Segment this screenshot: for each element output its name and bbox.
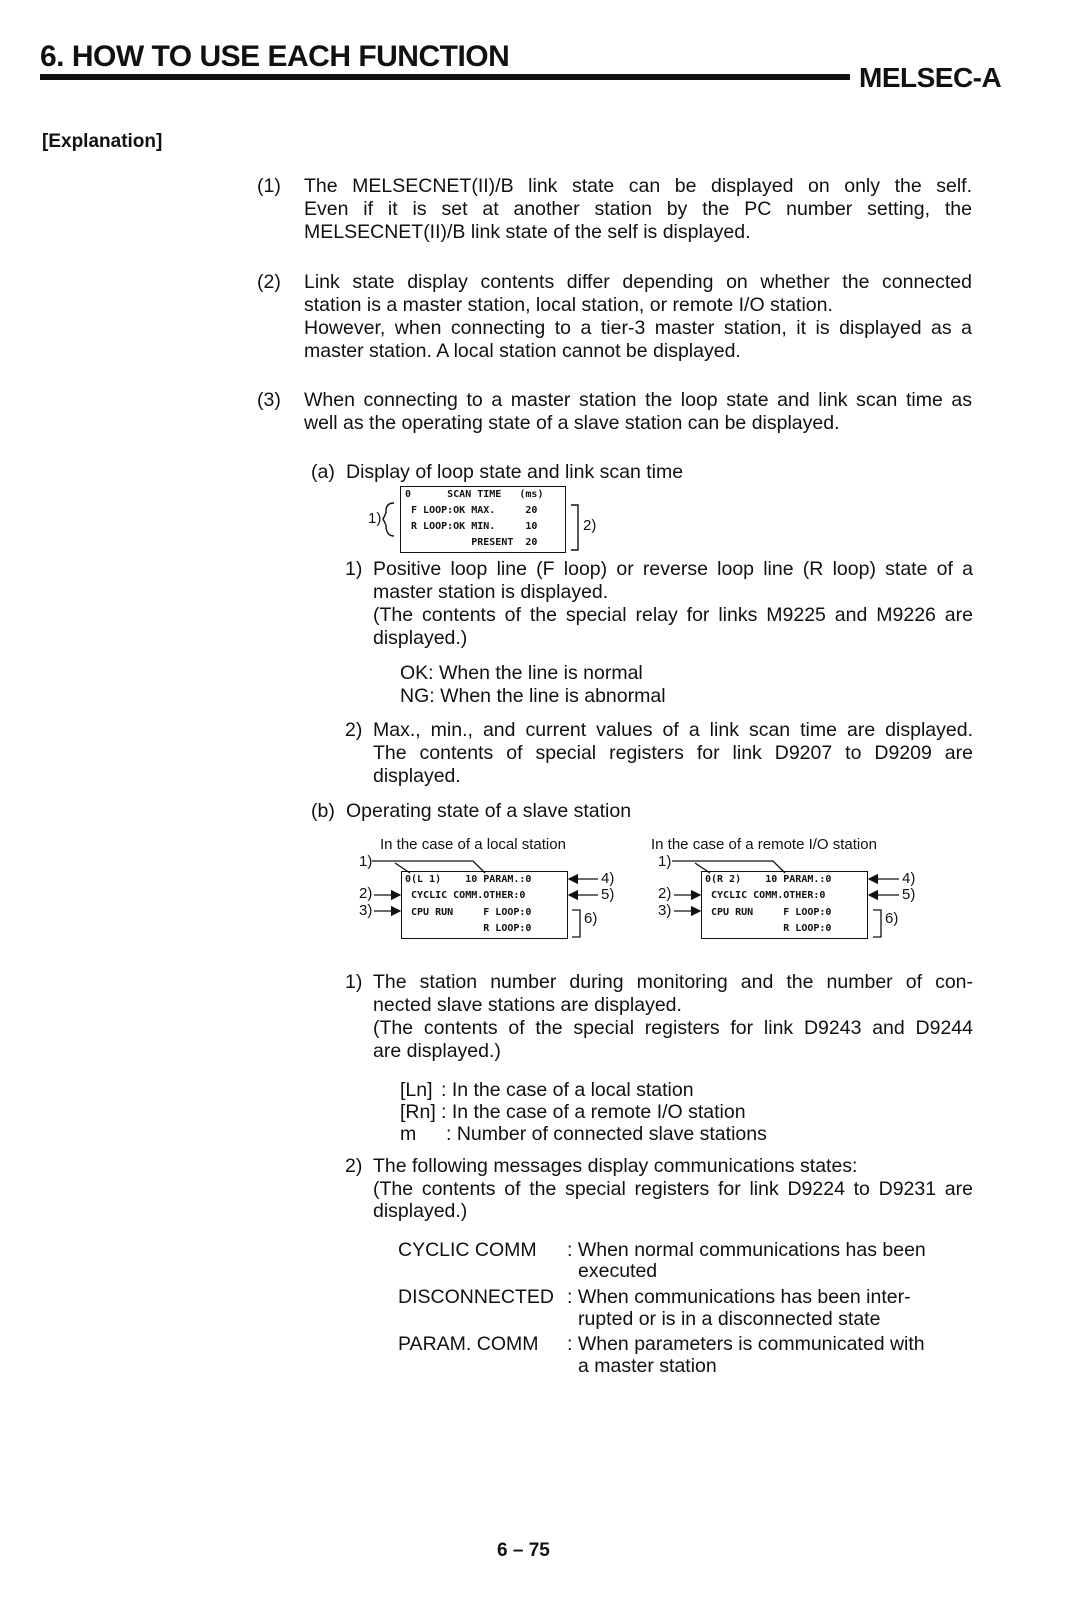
- local-callout-6: 6): [584, 910, 598, 927]
- sub-b-note-1-line-3: (The contents of the special registers for link D9243 and D9244: [373, 1017, 973, 1039]
- item-3-line-1: When connecting to a master station the loop state and link scan time as: [304, 389, 972, 411]
- def-ln-key: [Ln]: [400, 1079, 433, 1101]
- remote-callout-4: 4): [902, 870, 916, 887]
- item-2-line-2: station is a master station, local station, or remote I/O station.: [304, 294, 833, 316]
- local-callout-4: 4): [601, 870, 615, 887]
- local-screen-line-3: CPU RUN F LOOP:0: [405, 907, 532, 918]
- remote-screen-line-1: 0(R 2) 10 PARAM.:0: [705, 874, 832, 885]
- remote-callout-6: 6): [885, 910, 899, 927]
- sub-a-note-1-line-2: master station is displayed.: [373, 581, 609, 603]
- msg-cyclic-desc-2: executed: [578, 1260, 658, 1282]
- item-2-line-4: master station. A local station cannot be displayed.: [304, 340, 741, 362]
- local-callout-3: 3): [359, 902, 373, 919]
- item-1-line-3: MELSECNET(II)/B link state of the self is displayed.: [304, 221, 751, 243]
- msg-param-desc-2: a master station: [578, 1355, 717, 1377]
- sub-a-note-1-line-1: Positive loop line (F loop) or reverse loop line (R loop) state of a: [373, 558, 973, 580]
- callout-a-2: 2): [583, 517, 597, 534]
- local-screen-line-1: 0(L 1) 10 PARAM.:0: [405, 874, 532, 885]
- screen-line-1: 0 SCAN TIME (ms): [405, 489, 544, 500]
- sub-b-note-1-number: 1): [345, 971, 363, 993]
- sub-b-note-1-line-1: The station number during monitoring and the number of con-: [373, 971, 973, 993]
- sub-b-title: Operating state of a slave station: [346, 800, 632, 822]
- local-callout-2: 2): [359, 885, 373, 902]
- sub-a-note-2-line-1: Max., min., and current values of a link scan time are displayed.: [373, 719, 973, 741]
- remote-callout-2: 2): [658, 885, 672, 902]
- screen-line-2: F LOOP:OK MAX. 20: [405, 505, 538, 516]
- sub-b-label: (b): [311, 800, 335, 822]
- item-2-line-3: However, when connecting to a tier-3 master station, it is displayed as a: [304, 317, 972, 339]
- sub-a-note-2-number: 2): [345, 719, 363, 741]
- item-3-line-2: well as the operating state of a slave station can be displayed.: [304, 412, 840, 434]
- msg-disconnected-desc-1: : When communications has been inter-: [567, 1286, 911, 1308]
- remote-screen-line-2: CYCLIC COMM.OTHER:0: [705, 890, 826, 901]
- remote-callout-3: 3): [658, 902, 672, 919]
- item-2-number: (2): [257, 271, 281, 293]
- chapter-title: 6. HOW TO USE EACH FUNCTION: [40, 40, 510, 73]
- sub-b-note-2-line-1: The following messages display communications states:: [373, 1155, 858, 1177]
- def-rn-desc: : In the case of a remote I/O station: [441, 1101, 746, 1123]
- ng-definition: NG: When the line is abnormal: [400, 685, 666, 707]
- screen-line-3: R LOOP:OK MIN. 10: [405, 521, 538, 532]
- ok-definition: OK: When the line is normal: [400, 662, 643, 684]
- screen-line-4: PRESENT 20: [405, 537, 538, 548]
- sub-b-note-1-line-2: nected slave stations are displayed.: [373, 994, 682, 1016]
- callout-a-1: 1): [368, 510, 382, 527]
- sub-a-note-2-line-2: The contents of special registers for link D9207 to D9209 are: [373, 742, 973, 764]
- item-2-line-1: Link state display contents differ depending on whether the connected: [304, 271, 972, 293]
- remote-station-caption: In the case of a remote I/O station: [651, 836, 877, 853]
- sub-b-note-1-line-4: are displayed.): [373, 1040, 501, 1062]
- item-1-number: (1): [257, 175, 281, 197]
- sub-b-note-2-number: 2): [345, 1155, 363, 1177]
- remote-callout-5: 5): [902, 886, 916, 903]
- msg-param-desc-1: : When parameters is communicated with: [567, 1333, 925, 1355]
- item-1-line-2: Even if it is set at another station by the PC number setting, the: [304, 198, 972, 220]
- sub-a-note-1-line-3: (The contents of the special relay for links M9225 and M9226 are: [373, 604, 973, 626]
- item-3-number: (3): [257, 389, 281, 411]
- local-station-caption: In the case of a local station: [380, 836, 566, 853]
- msg-cyclic-key: CYCLIC COMM: [398, 1239, 537, 1261]
- section-title: [Explanation]: [42, 131, 163, 152]
- sub-a-note-1-number: 1): [345, 558, 363, 580]
- local-screen-line-4: R LOOP:0: [405, 923, 532, 934]
- msg-param-key: PARAM. COMM: [398, 1333, 539, 1355]
- sub-a-title: Display of loop state and link scan time: [346, 461, 684, 483]
- item-1-line-1: The MELSECNET(II)/B link state can be displayed on only the self.: [304, 175, 972, 197]
- remote-callout-1: 1): [658, 853, 672, 870]
- sub-b-note-2-line-3: displayed.): [373, 1200, 468, 1222]
- brand-label: MELSEC-A: [859, 62, 1002, 93]
- sub-a-note-2-line-3: displayed.: [373, 765, 461, 787]
- remote-screen-line-4: R LOOP:0: [705, 923, 832, 934]
- remote-screen-line-3: CPU RUN F LOOP:0: [705, 907, 832, 918]
- msg-disconnected-desc-2: rupted or is in a disconnected state: [578, 1308, 881, 1330]
- msg-disconnected-key: DISCONNECTED: [398, 1286, 555, 1308]
- page-number: 6 – 75: [497, 1540, 550, 1561]
- sub-a-label: (a): [311, 461, 335, 483]
- def-rn-key: [Rn]: [400, 1101, 436, 1123]
- sub-b-note-2-line-2: (The contents of the special registers for link D9224 to D9231 are: [373, 1178, 973, 1200]
- local-screen-line-2: CYCLIC COMM.OTHER:0: [405, 890, 526, 901]
- def-m-desc: : Number of connected slave stations: [446, 1123, 767, 1145]
- sub-a-note-1-line-4: displayed.): [373, 627, 468, 649]
- def-ln-desc: : In the case of a local station: [441, 1079, 694, 1101]
- def-m-key: m: [400, 1123, 417, 1145]
- msg-cyclic-desc-1: : When normal communications has been: [567, 1239, 926, 1261]
- local-callout-5: 5): [601, 886, 615, 903]
- local-callout-1: 1): [359, 853, 373, 870]
